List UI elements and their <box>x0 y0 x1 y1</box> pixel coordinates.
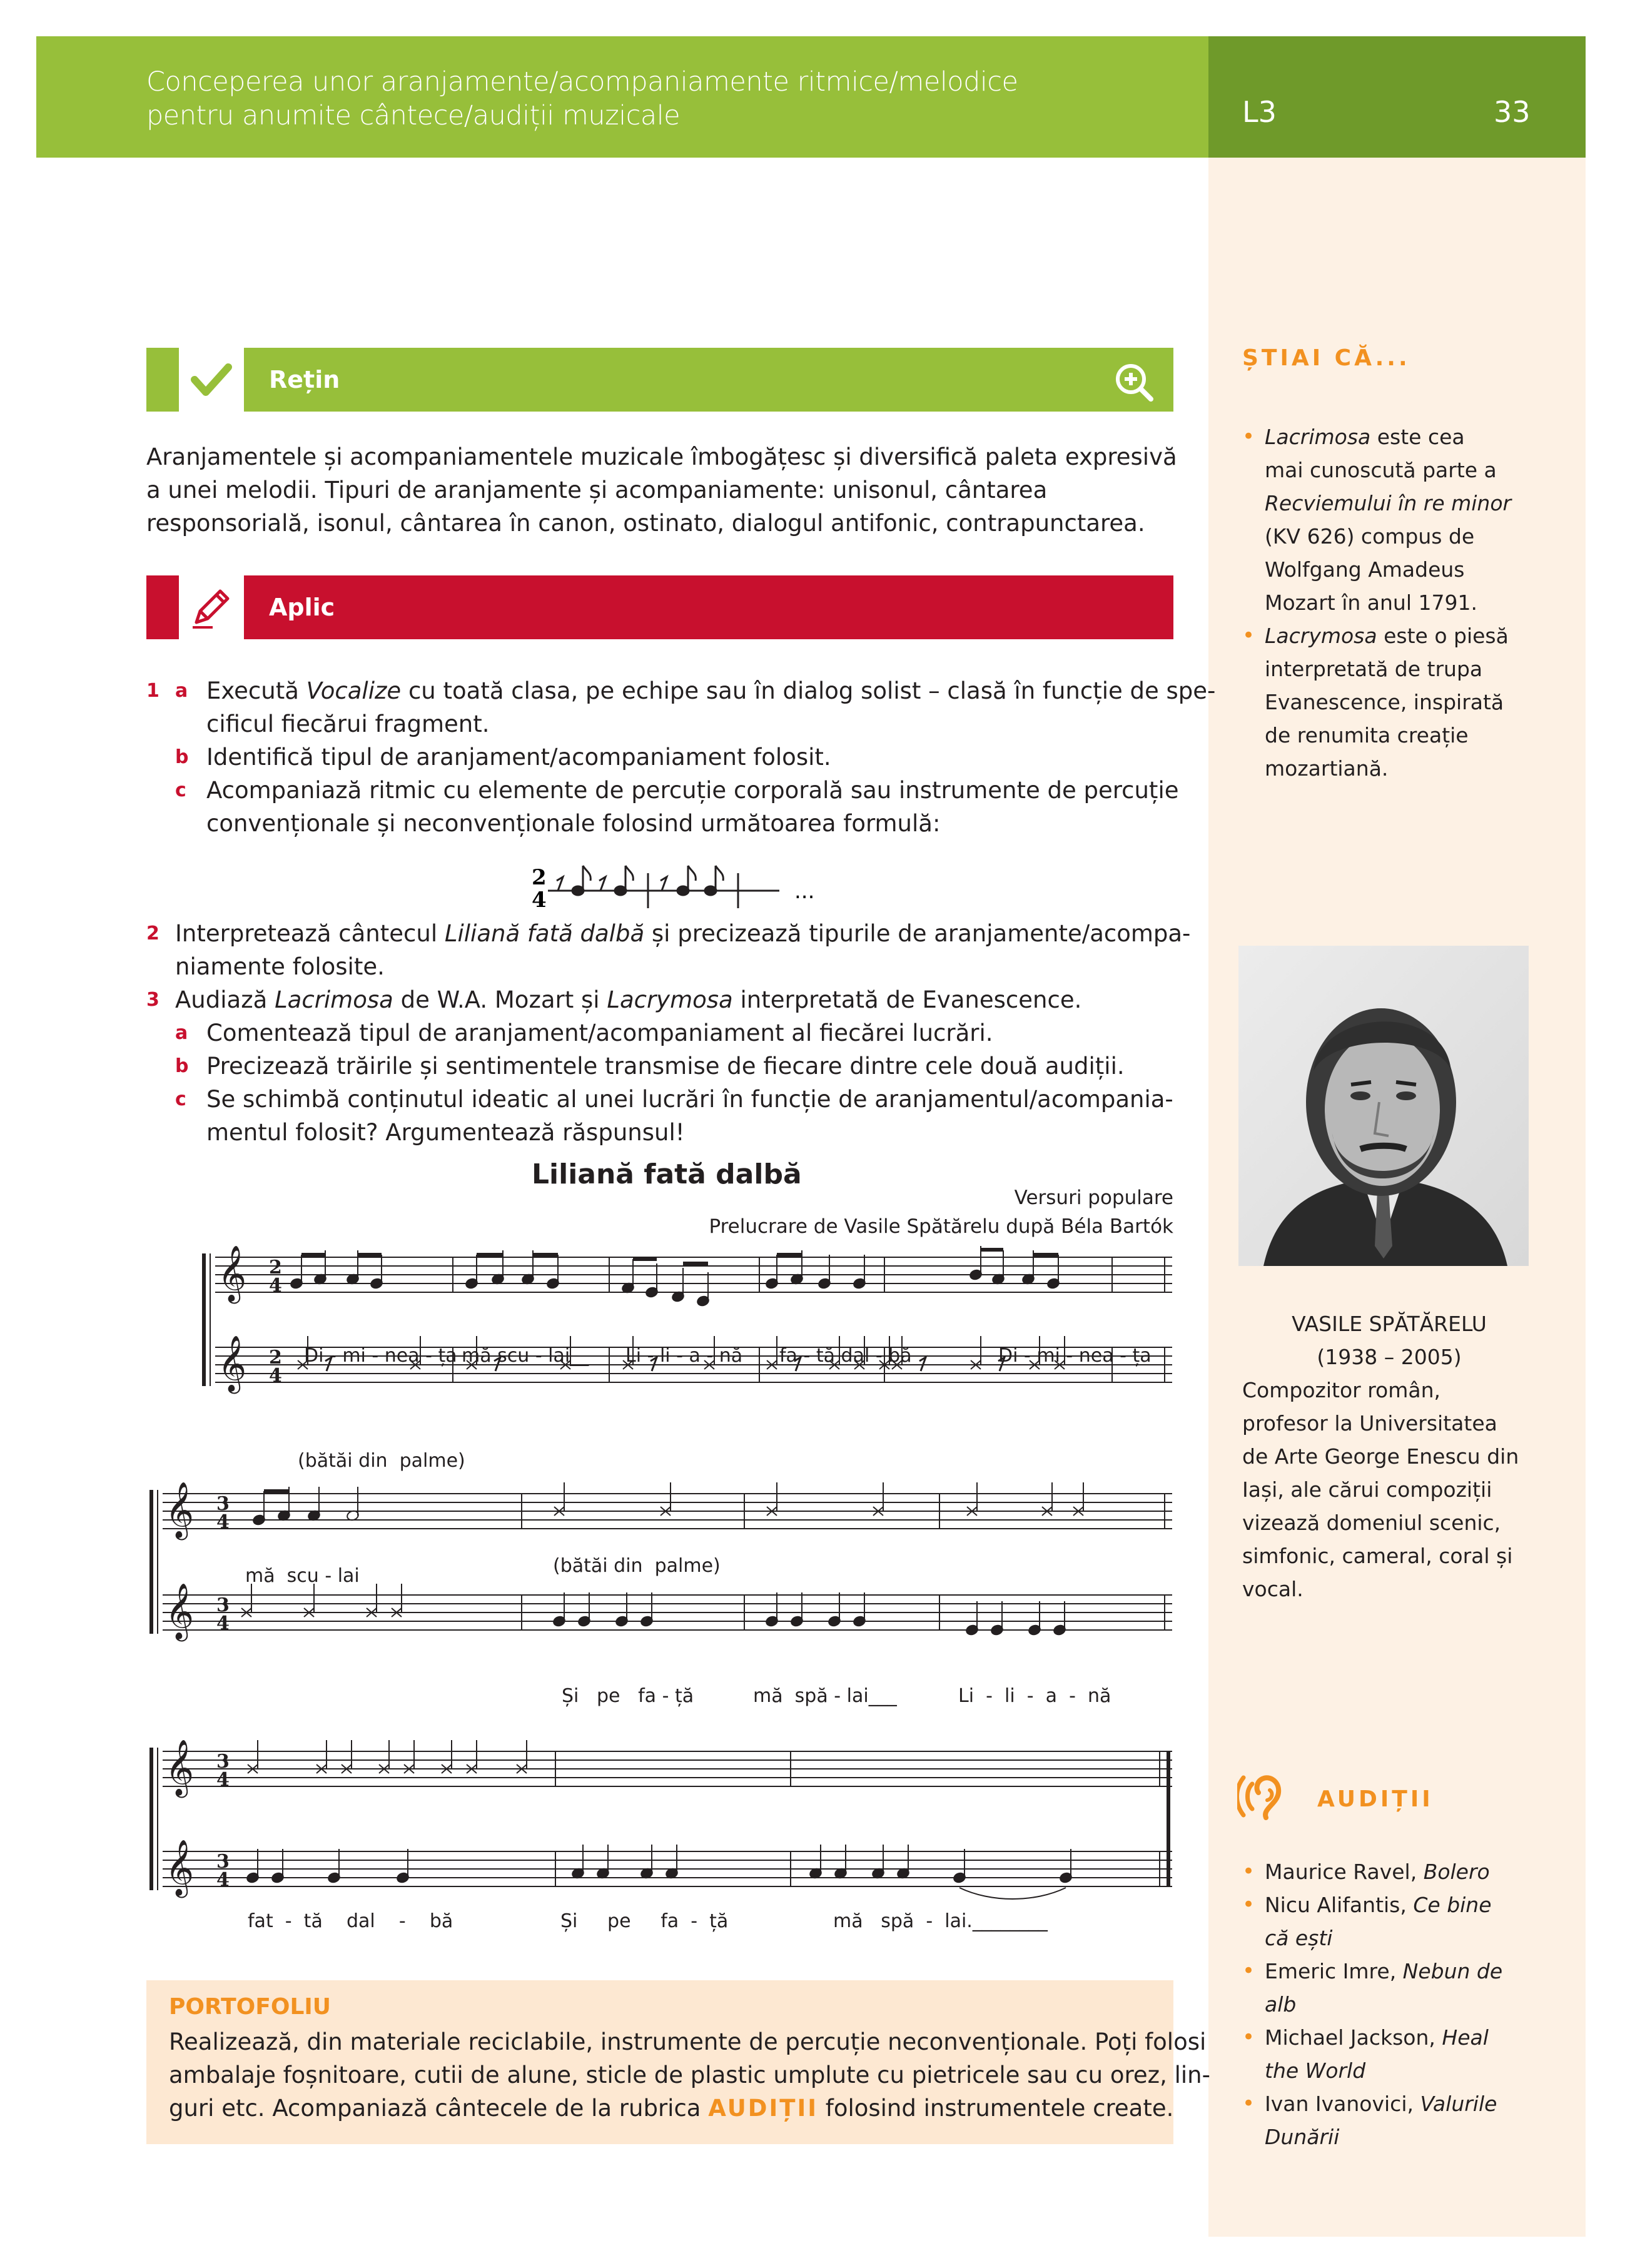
task-letter: c <box>175 779 186 801</box>
list-item <box>1242 1855 1567 1888</box>
task-text <box>175 983 1081 1016</box>
bio-line: profesor la Universitatea <box>1242 1411 1497 1435</box>
ear-icon <box>1237 1765 1312 1828</box>
task-text-part: Audiază <box>175 986 275 1013</box>
portfolio-highlight: AUDIȚII <box>708 2095 819 2122</box>
task-text: mentul folosit? Argumentează răspunsul! <box>206 1119 685 1146</box>
list-item <box>1242 619 1567 785</box>
artist: Ivan Ivanovici, <box>1265 2092 1420 2116</box>
time-signature: 2 <box>269 1347 282 1369</box>
work-title: alb <box>1265 1992 1297 2017</box>
bio-line: Iași, ale cărui compoziții <box>1242 1477 1492 1502</box>
portfolio-line <box>169 2092 1210 2125</box>
stiai-ca-title: ȘTIAI CĂ... <box>1242 345 1410 371</box>
task-number: 1 <box>146 680 159 702</box>
composer-years: (1938 – 2005) <box>1317 1345 1462 1369</box>
portfolio-box <box>146 1980 1210 2144</box>
retin-banner <box>146 348 1173 412</box>
pencil-icon <box>188 584 235 631</box>
fact-text: (KV 626) compus de <box>1265 524 1475 549</box>
task-letter: a <box>175 1022 188 1044</box>
fact-text: mai cunoscută parte a <box>1265 458 1497 482</box>
lesson-code: L3 <box>1242 95 1277 129</box>
treble-clef: 𝄞 <box>165 1840 195 1896</box>
treble-clef: 𝄞 <box>165 1583 195 1639</box>
composer-portrait <box>1238 946 1529 1266</box>
fact-italic: Lacrymosa <box>1265 624 1377 648</box>
lyric-segment: mă spă - lai___ <box>753 1685 897 1707</box>
rhythm-ellipsis: ... <box>794 879 815 904</box>
page-number: 33 <box>1494 95 1531 129</box>
time-signature: 4 <box>216 1869 230 1891</box>
fact-italic: Lacrimosa <box>1265 425 1371 449</box>
task-italic: Vocalize <box>306 677 402 704</box>
list-item <box>1242 2021 1567 2087</box>
fact-text: Mozart în anul 1791. <box>1265 590 1477 615</box>
fact-italic: Recviemului în re minor <box>1265 491 1512 515</box>
composer-caption <box>1242 1307 1536 1374</box>
portfolio-text-part: folosind instrumentele create. <box>818 2095 1174 2122</box>
portfolio-text-part: guri etc. Acompaniază cântecele de la rubrica <box>169 2095 709 2122</box>
fact-text: este o piesă <box>1377 624 1509 648</box>
time-signature: 3 <box>216 1493 230 1515</box>
time-signature: 4 <box>216 1511 230 1533</box>
task-letter: c <box>175 1088 186 1110</box>
auditii-title: AUDIȚII <box>1317 1786 1434 1812</box>
fact-text: interpretată de trupa <box>1265 657 1483 681</box>
task-list-2 <box>146 917 1191 1149</box>
fact-text: Evanescence, inspirată <box>1265 690 1504 714</box>
header-title-line1: Conceperea unor aranjamente/acompaniamente ritmice/melodice <box>146 66 1018 98</box>
time-sig-bottom: 4 <box>532 888 547 913</box>
lyric-segment: Di - mi - nea - ța <box>998 1345 1152 1367</box>
lyric-segment: mă scu - lai <box>245 1565 360 1587</box>
stiai-ca-list <box>1242 420 1567 785</box>
clap-annotation: (bătăi din palme) <box>553 1555 721 1577</box>
lyric-segment: Și pe fa - ță <box>560 1910 729 1932</box>
work-title: Heal <box>1442 2025 1489 2050</box>
portfolio-title: PORTOFOLIU <box>169 1994 332 2020</box>
portfolio-text <box>169 2025 1210 2125</box>
bio-line: vocal. <box>1242 1577 1304 1601</box>
header-title-line2: pentru anumite cântece/audiții muzicale <box>146 100 681 131</box>
lyric-segment: mă spă - lai.________ <box>833 1910 1048 1932</box>
treble-clef: 𝄞 <box>218 1245 247 1302</box>
treble-clef: 𝄞 <box>218 1335 247 1392</box>
task-text-part: interpretată de Evanescence. <box>732 986 1082 1013</box>
task-italic: Liliană fată dalbă <box>444 920 645 947</box>
time-signature: 4 <box>269 1365 282 1387</box>
task-text <box>206 674 1215 707</box>
rhythm-formula <box>529 856 823 918</box>
lyric-segment: Li - li - a - nă <box>625 1345 743 1367</box>
portfolio-line: ambalaje foșnitoare, cutii de alune, sticle de plastic umplute cu pietricele sau cu orez, lin- <box>169 2062 1210 2088</box>
task-italic: Lacrymosa <box>607 986 733 1013</box>
list-item <box>1242 1955 1567 2021</box>
time-signature: 4 <box>269 1275 282 1297</box>
work-title: că ești <box>1265 1926 1333 1950</box>
retin-title: Rețin <box>269 366 340 393</box>
task-text: Comentează tipul de aranjament/acompaniament al fiecărei lucrări. <box>206 1020 993 1046</box>
task-letter: a <box>175 680 188 702</box>
composer-name: VASILE SPĂTĂRELU <box>1292 1312 1487 1336</box>
task-text-part: Interpretează cântecul <box>175 920 445 947</box>
work-title: Dunării <box>1265 2125 1340 2149</box>
task-text: convenționale și neconvenționale folosind următoarea formulă: <box>206 810 941 837</box>
time-signature: 3 <box>216 1751 230 1773</box>
task-letter: b <box>175 1055 189 1077</box>
time-signature: 3 <box>216 1594 230 1616</box>
song-credit-arranger: Prelucrare de Vasile Spătărelu după Béla Bartók <box>709 1215 1173 1238</box>
list-item <box>1242 1888 1567 1955</box>
list-item <box>1242 2087 1567 2154</box>
aplic-icon-box <box>179 575 244 639</box>
lyric-segment: Li - li - a - nă <box>958 1685 1111 1707</box>
fact-text: este cea <box>1370 425 1465 449</box>
time-sig-top: 2 <box>532 865 547 890</box>
song-credit-lyrics: Versuri populare <box>1014 1187 1173 1209</box>
lyric-segment: mă scu - lai__ <box>462 1345 589 1367</box>
zoom-in-icon <box>1113 362 1155 403</box>
bio-line: simfonic, cameral, coral și <box>1242 1544 1513 1568</box>
task-text: cificul fiecărui fragment. <box>206 711 490 737</box>
time-signature: 4 <box>216 1612 230 1634</box>
lyric-segment: fa - tă dal - bă <box>779 1345 912 1367</box>
time-signature: 4 <box>216 1769 230 1791</box>
bio-line: Compozitor român, <box>1242 1378 1440 1402</box>
work-title: Ce bine <box>1413 1893 1492 1917</box>
task-text: Acompaniază ritmic cu elemente de percuție corporală sau instrumente de percuție <box>206 777 1179 804</box>
song-title: Liliană fată dalbă <box>532 1158 802 1190</box>
task-text <box>175 917 1190 950</box>
fact-text: de renumita creație <box>1265 723 1469 747</box>
auditii-list <box>1242 1855 1567 2154</box>
aplic-tab <box>146 575 179 639</box>
task-text: Identifică tipul de aranjament/acompaniament folosit. <box>206 744 831 771</box>
fact-text: mozartiană. <box>1265 756 1389 781</box>
lyric-segment: Și pe fa - ță <box>562 1685 694 1707</box>
task-number: 3 <box>146 989 159 1011</box>
aplic-banner <box>146 575 1173 639</box>
task-letter: b <box>175 746 189 768</box>
lyric-segment: fat - tă dal - bă <box>248 1910 453 1932</box>
clap-annotation: (bătăi din palme) <box>298 1450 465 1472</box>
task-text: Se schimbă conținutul ideatic al unei lucrări în funcție de aranjamentul/acompania- <box>206 1086 1173 1113</box>
artist: Emeric Imre, <box>1265 1959 1403 1983</box>
retin-tab <box>146 348 179 412</box>
task-text: Precizează trăirile și sentimentele transmise de fiecare dintre cele două audiții. <box>206 1053 1125 1080</box>
header-bar <box>36 36 1208 158</box>
work-title: the World <box>1265 2058 1366 2083</box>
treble-clef: 𝄞 <box>165 1739 195 1796</box>
work-title: Nebun de <box>1402 1959 1503 1983</box>
treble-clef: 𝄞 <box>165 1482 195 1538</box>
task-number: 2 <box>146 923 159 944</box>
time-signature: 2 <box>269 1257 282 1278</box>
song-credits <box>688 1183 1173 1241</box>
task-text-part: și precizează tipurile de aranjamente/acompa- <box>644 920 1191 947</box>
artist: Maurice Ravel, <box>1265 1860 1424 1884</box>
retin-icon-box <box>179 348 244 412</box>
list-item <box>1242 420 1567 619</box>
bio-line: de Arte George Enescu din <box>1242 1444 1519 1469</box>
retin-bar <box>244 348 1173 412</box>
composer-bio <box>1242 1374 1519 1606</box>
task-list <box>146 674 1216 840</box>
portfolio-line: Realizează, din materiale reciclabile, instrumente de percuție neconvenționale. Poți folosi <box>169 2028 1207 2055</box>
task-text-part: de W.A. Mozart și <box>393 986 607 1013</box>
work-title: Bolero <box>1423 1860 1490 1884</box>
task-text-part: cu toată clasa, pe echipe sau în dialog solist – clasă în funcție de spe- <box>401 677 1216 704</box>
bio-line: vizează domeniul scenic, <box>1242 1511 1501 1535</box>
work-title: Valurile <box>1420 2092 1497 2116</box>
fact-text: Wolfgang Amadeus <box>1265 557 1465 582</box>
checkmark-icon <box>190 361 233 398</box>
task-text-part: Execută <box>206 677 306 704</box>
time-signature: 3 <box>216 1851 230 1873</box>
lyric-segment: Di - mi - nea - ța <box>304 1345 457 1367</box>
artist: Nicu Alifantis, <box>1265 1893 1414 1917</box>
aplic-title: Aplic <box>269 594 335 621</box>
task-italic: Lacrimosa <box>275 986 393 1013</box>
retin-text: Aranjamentele și acompaniamentele muzicale îmbogățesc și diversifică paleta expresivă a unei melodii. Tipuri de aranjamente și acompaniamente: unisonul, cântarea responsorială, isonul, cântarea în canon, ostinato, dialogul antifonic, contrapunctarea. <box>146 443 1177 537</box>
task-text: niamente folosite. <box>175 953 385 980</box>
tie <box>959 1888 1066 1899</box>
aplic-bar <box>244 575 1173 639</box>
artist: Michael Jackson, <box>1265 2025 1442 2050</box>
